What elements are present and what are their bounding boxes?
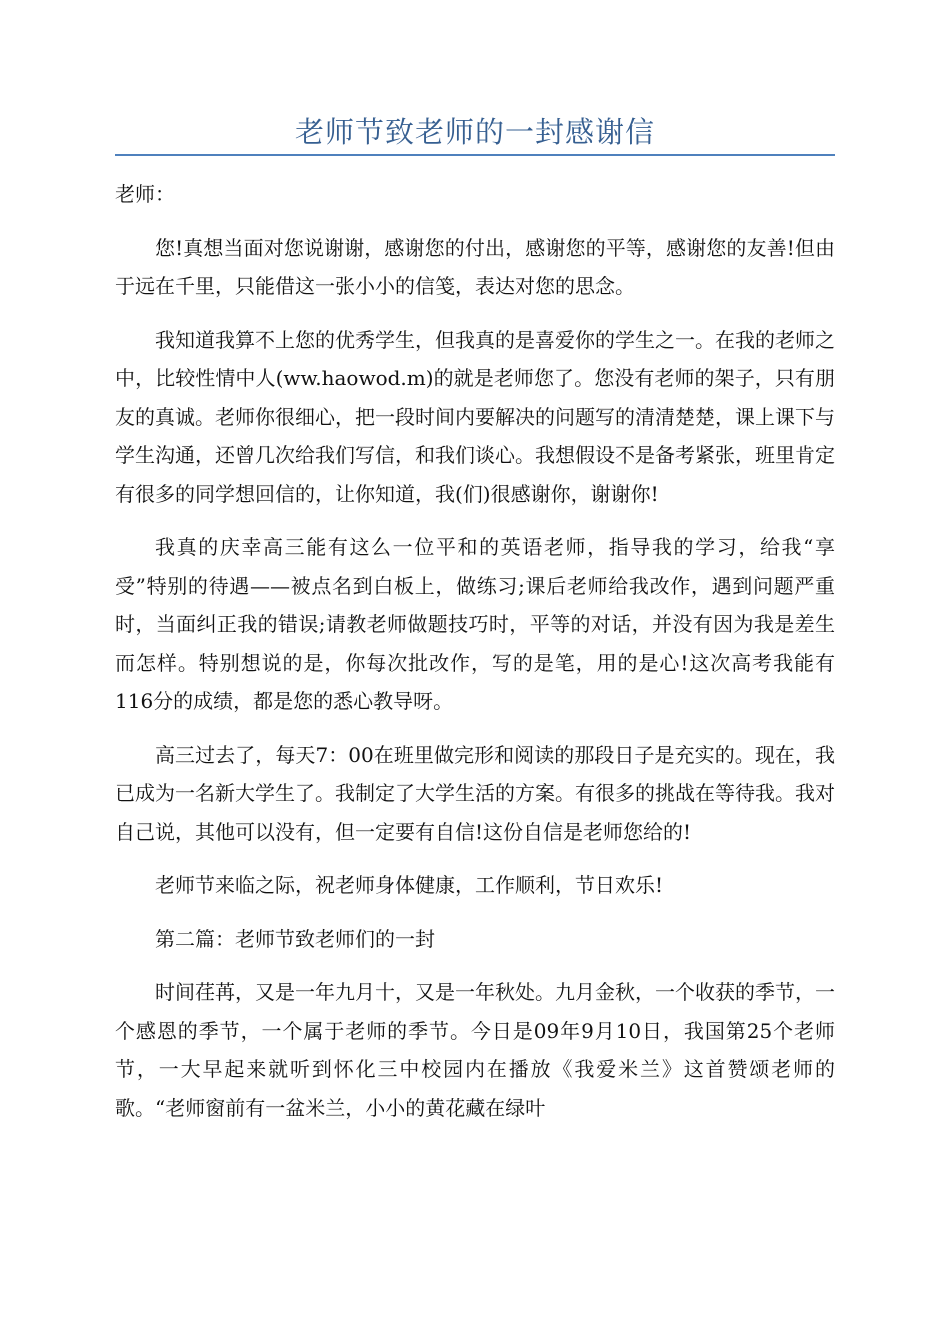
section-heading: 第二篇：老师节致老师们的一封 — [155, 926, 435, 951]
paragraph: 您!真想当面对您说谢谢，感谢您的付出，感谢您的平等，感谢您的友善!但由于远在千里，只能借这一张小小的信笺，表达对您的思念。 — [115, 235, 835, 298]
document-body — [115, 175, 835, 1142]
paragraph: 高三过去了，每天7：00在班里做完形和阅读的那段日子是充实的。现在，我已成为一名新大学生了。我制定了大学生活的方案。有很多的挑战在等待我。我对自己说，其他可以没有，但一定要有自信!这份自信是老师您给的! — [115, 742, 835, 844]
document-title: 老师节致老师的一封感谢信 — [294, 115, 655, 149]
salutation: 老师： — [115, 182, 175, 206]
paragraph: 老师节来临之际，祝老师身体健康，工作顺利，节日欢乐! — [155, 873, 664, 897]
title-divider — [115, 154, 835, 156]
paragraph: 我知道我算不上您的优秀学生，但我真的是喜爱你的学生之一。在我的老师之中，比较性情中人(ww.haowod.m)的就是老师您了。您没有老师的架子，只有朋友的真诚。老师你很细心，把一段时间内要解决的问题写的清清楚楚，课上课下与学生沟通，还曾几次给我们写信，和我们谈心。我想假设不是备考紧张，班里肯定有很多的同学想回信的，让你知道，我(们)很感谢你，谢谢你! — [115, 327, 835, 506]
paragraph: 时间荏苒，又是一年九月十，又是一年秋处。九月金秋，一个收获的季节，一个感恩的季节，一个属于老师的季节。今日是09年9月10日，我国第25个老师节，一大早起来就听到怀化三中校园内在播放《我爱米兰》这首赞颂老师的歌。“老师窗前有一盆米兰，小小的黄花藏在绿叶 — [115, 980, 835, 1120]
paragraph: 我真的庆幸高三能有这么一位平和的英语老师，指导我的学习，给我“享受”特别的待遇——被点名到白板上，做练习;课后老师给我改作，遇到问题严重时，当面纠正我的错误;请教老师做题技巧时，平等的对话，并没有因为我是差生而怎样。特别想说的是，你每次批改作，写的是笔，用的是心!这次高考我能有116分的成绩，都是您的悉心教导呀。 — [115, 535, 835, 713]
